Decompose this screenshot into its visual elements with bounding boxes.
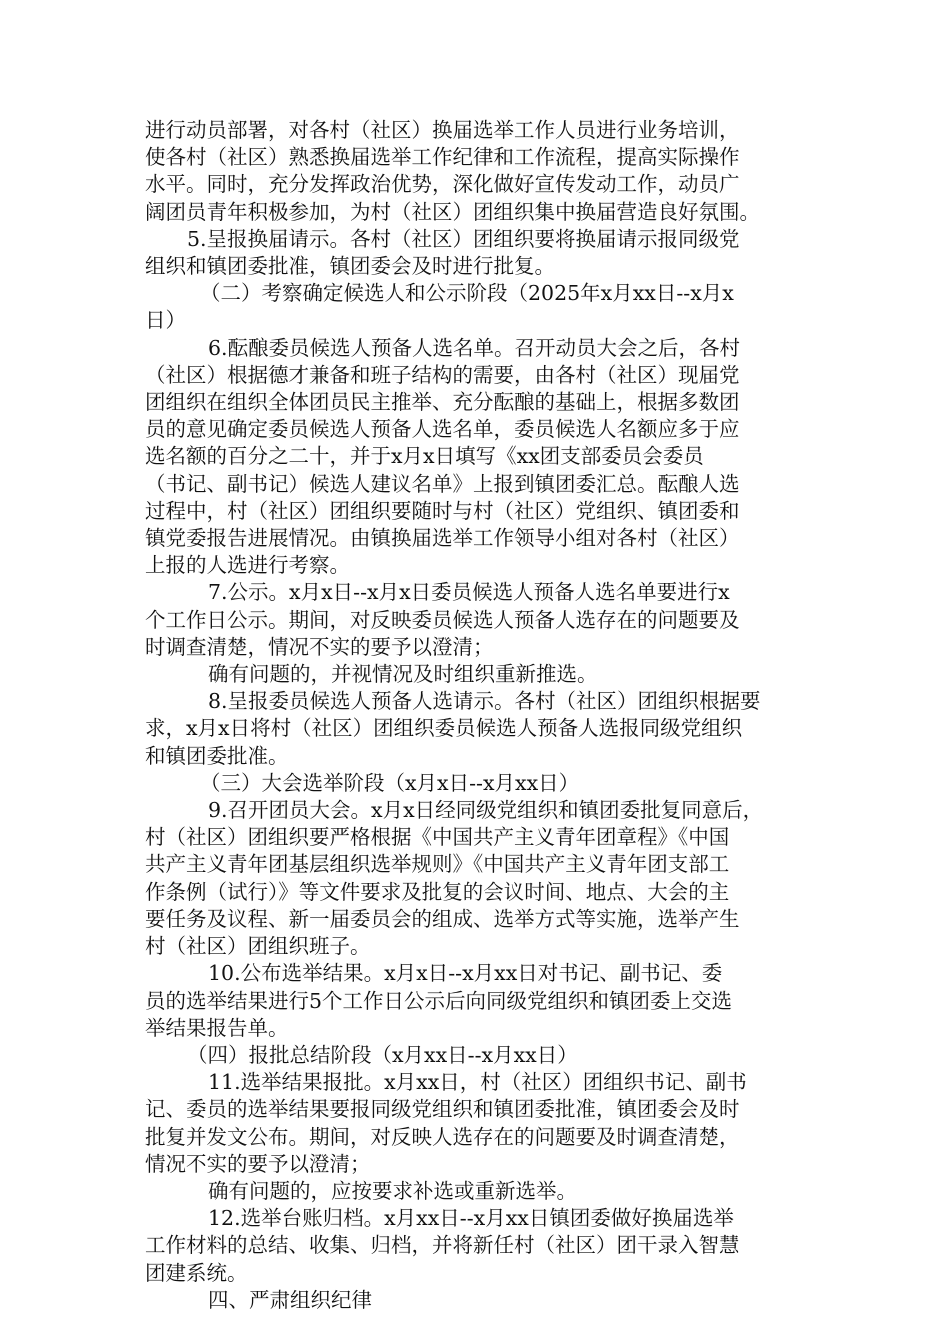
text-line: （四）报批总结阶段（x月xx日--x月xx日） xyxy=(187,1042,578,1067)
text-line: 7.公示。x月x日--x月x日委员候选人预备人选名单要进行x xyxy=(208,580,730,605)
text-line: （三）大会选举阶段（x月x日--x月xx日） xyxy=(200,770,580,795)
text-line: 6.酝酿委员候选人预备人选名单。召开动员大会之后，各村 xyxy=(208,335,741,360)
text-line: 团建系统。 xyxy=(145,1260,248,1285)
text-line: 组织和镇团委批准，镇团委会及时进行批复。 xyxy=(145,254,555,279)
text-line: 情况不实的要予以澄清； xyxy=(145,1151,371,1176)
text-line: 团组织在组织全体团员民主推举、充分酝酿的基础上，根据多数团 xyxy=(145,390,740,415)
text-line: 上报的人选进行考察。 xyxy=(145,553,350,578)
text-line: 时调查清楚，情况不实的要予以澄清； xyxy=(145,634,494,659)
text-line: 确有问题的，并视情况及时组织重新推选。 xyxy=(208,662,598,687)
text-line: 记、委员的选举结果要报同级党组织和镇团委批准，镇团委会及时 xyxy=(145,1097,740,1122)
text-line: 选名额的百分之二十，并于x月x日填写《xx团支部委员会委员 xyxy=(145,444,704,469)
text-line: 共产主义青年团基层组织选举规则》《中国共产主义青年团支部工 xyxy=(145,852,730,877)
text-line: 过程中，村（社区）团组织要随时与村（社区）党组织、镇团委和 xyxy=(145,498,740,523)
text-line: 四、严肃组织纪律 xyxy=(208,1287,372,1312)
text-line: 使各村（社区）熟悉换届选举工作纪律和工作流程，提高实际操作 xyxy=(145,145,740,170)
text-line: （二）考察确定候选人和公示阶段（2025年x月xx日--x月x xyxy=(200,281,734,306)
text-line: 村（社区）团组织班子。 xyxy=(145,934,371,959)
text-line: 12.选举台账归档。x月xx日--x月xx日镇团委做好换届选举 xyxy=(208,1206,734,1231)
text-line: 9.召开团员大会。x月x日经同级党组织和镇团委批复同意后， xyxy=(208,798,764,823)
text-line: 举结果报告单。 xyxy=(145,1015,289,1040)
document-body xyxy=(145,117,810,1314)
text-line: （书记、副书记）候选人建议名单》上报到镇团委汇总。酝酿人选 xyxy=(145,471,740,496)
text-line: 和镇团委批准。 xyxy=(145,743,289,768)
text-line: 进行动员部署，对各村（社区）换届选举工作人员进行业务培训， xyxy=(145,118,740,142)
text-line: 个工作日公示。期间，对反映委员候选人预备人选存在的问题要及 xyxy=(145,607,740,632)
text-line: 村（社区）团组织要严格根据《中国共产主义青年团章程》《中国 xyxy=(145,825,730,850)
text-line: 镇党委报告进展情况。由镇换届选举工作领导小组对各村（社区） xyxy=(145,526,740,551)
text-line: 10.公布选举结果。x月x日--x月xx日对书记、副书记、委 xyxy=(208,961,723,986)
text-line: 员的选举结果进行5个工作日公示后向同级党组织和镇团委上交选 xyxy=(145,988,733,1013)
text-line: 确有问题的，应按要求补选或重新选举。 xyxy=(208,1178,577,1203)
text-line: 5.呈报换届请示。各村（社区）团组织要将换届请示报同级党 xyxy=(187,226,740,251)
text-line: 11.选举结果报批。x月xx日，村（社区）团组织书记、副书 xyxy=(208,1070,747,1095)
text-line: 要任务及议程、新一届委员会的组成、选举方式等实施，选举产生 xyxy=(145,906,740,931)
text-line: 工作材料的总结、收集、归档，并将新任村（社区）团干录入智慧 xyxy=(145,1233,740,1258)
text-line: 水平。同时，充分发挥政治优势，深化做好宣传发动工作，动员广 xyxy=(145,172,740,197)
text-line: 日） xyxy=(145,308,186,333)
text-line: 8.呈报委员候选人预备人选请示。各村（社区）团组织根据要 xyxy=(208,689,761,714)
text-line: 员的意见确定委员候选人预备人选名单，委员候选人名额应多于应 xyxy=(145,417,740,442)
text-line: 求，x月x日将村（社区）团组织委员候选人预备人选报同级党组织 xyxy=(145,716,743,741)
text-line: 批复并发文公布。期间，对反映人选存在的问题要及时调查清楚， xyxy=(145,1124,740,1149)
text-line: 作条例（试行）》等文件要求及批复的会议时间、地点、大会的主 xyxy=(145,879,730,904)
text-line: （社区）根据德才兼备和班子结构的需要，由各村（社区）现届党 xyxy=(145,362,740,387)
text-line: 阔团员青年积极参加，为村（社区）团组织集中换届营造良好氛围。 xyxy=(145,199,760,224)
